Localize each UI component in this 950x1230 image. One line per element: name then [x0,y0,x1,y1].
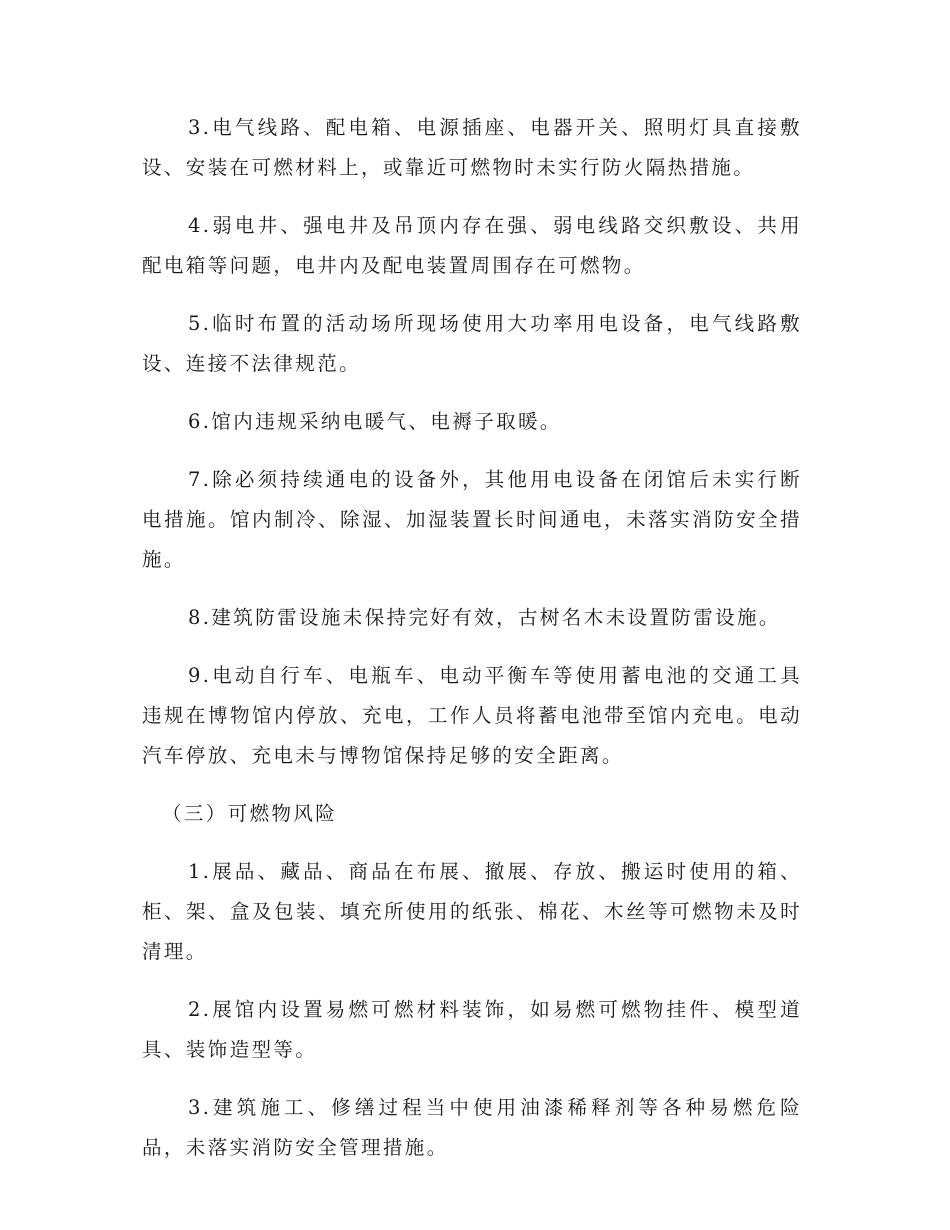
paragraph-construction-hazards: 3.建筑施工、修缮过程当中使用油漆稀释剂等各种易燃危险品，未落实消防安全管理措施。 [142,1096,802,1159]
section-heading-combustibles: （三）可燃物风险 [162,802,338,825]
paragraph-power-off-after-closing: 7.除必须持续通电的设备外，其他用电设备在闭馆后未实行断电措施。馆内制冷、除湿、加湿装置长时间通电，未落实消防安全措施。 [142,468,802,571]
paragraph-temporary-venues: 5.临时布置的活动场所现场使用大功率用电设备，电气线路敷设、连接不法律规范。 [142,312,802,375]
paragraph-battery-vehicles: 9.电动自行车、电瓶车、电动平衡车等使用蓄电池的交通工具违规在博物馆内停放、充电，工作人员将蓄电池带至馆内充电。电动汽车停放、充电未与博物馆保持足够的安全距离。 [142,664,802,767]
paragraph-lightning-protection: 8.建筑防雷设施未保持完好有效，古树名木未设置防雷设施。 [188,606,781,629]
paragraph-packaging-materials: 1.展品、藏品、商品在布展、撤展、存放、搬运时使用的箱、柜、架、盒及包装、填充所使用的纸张、棉花、木丝等可燃物未及时清理。 [142,860,802,963]
paragraph-cable-shafts: 4.弱电井、强电井及吊顶内存在强、弱电线路交织敷设、共用配电箱等问题，电井内及配电装置周围存在可燃物。 [142,214,802,277]
paragraph-electrical-wiring: 3.电气线路、配电箱、电源插座、电器开关、照明灯具直接敷设、安装在可燃材料上，或靠近可燃物时未实行防火隔热措施。 [142,116,802,179]
paragraph-electric-heaters: 6.馆内违规采纳电暖气、电褥子取暖。 [188,410,562,433]
paragraph-flammable-decorations: 2.展馆内设置易燃可燃材料装饰，如易燃可燃物挂件、模型道具、装饰造型等。 [142,998,802,1061]
document-body [142,108,802,1186]
